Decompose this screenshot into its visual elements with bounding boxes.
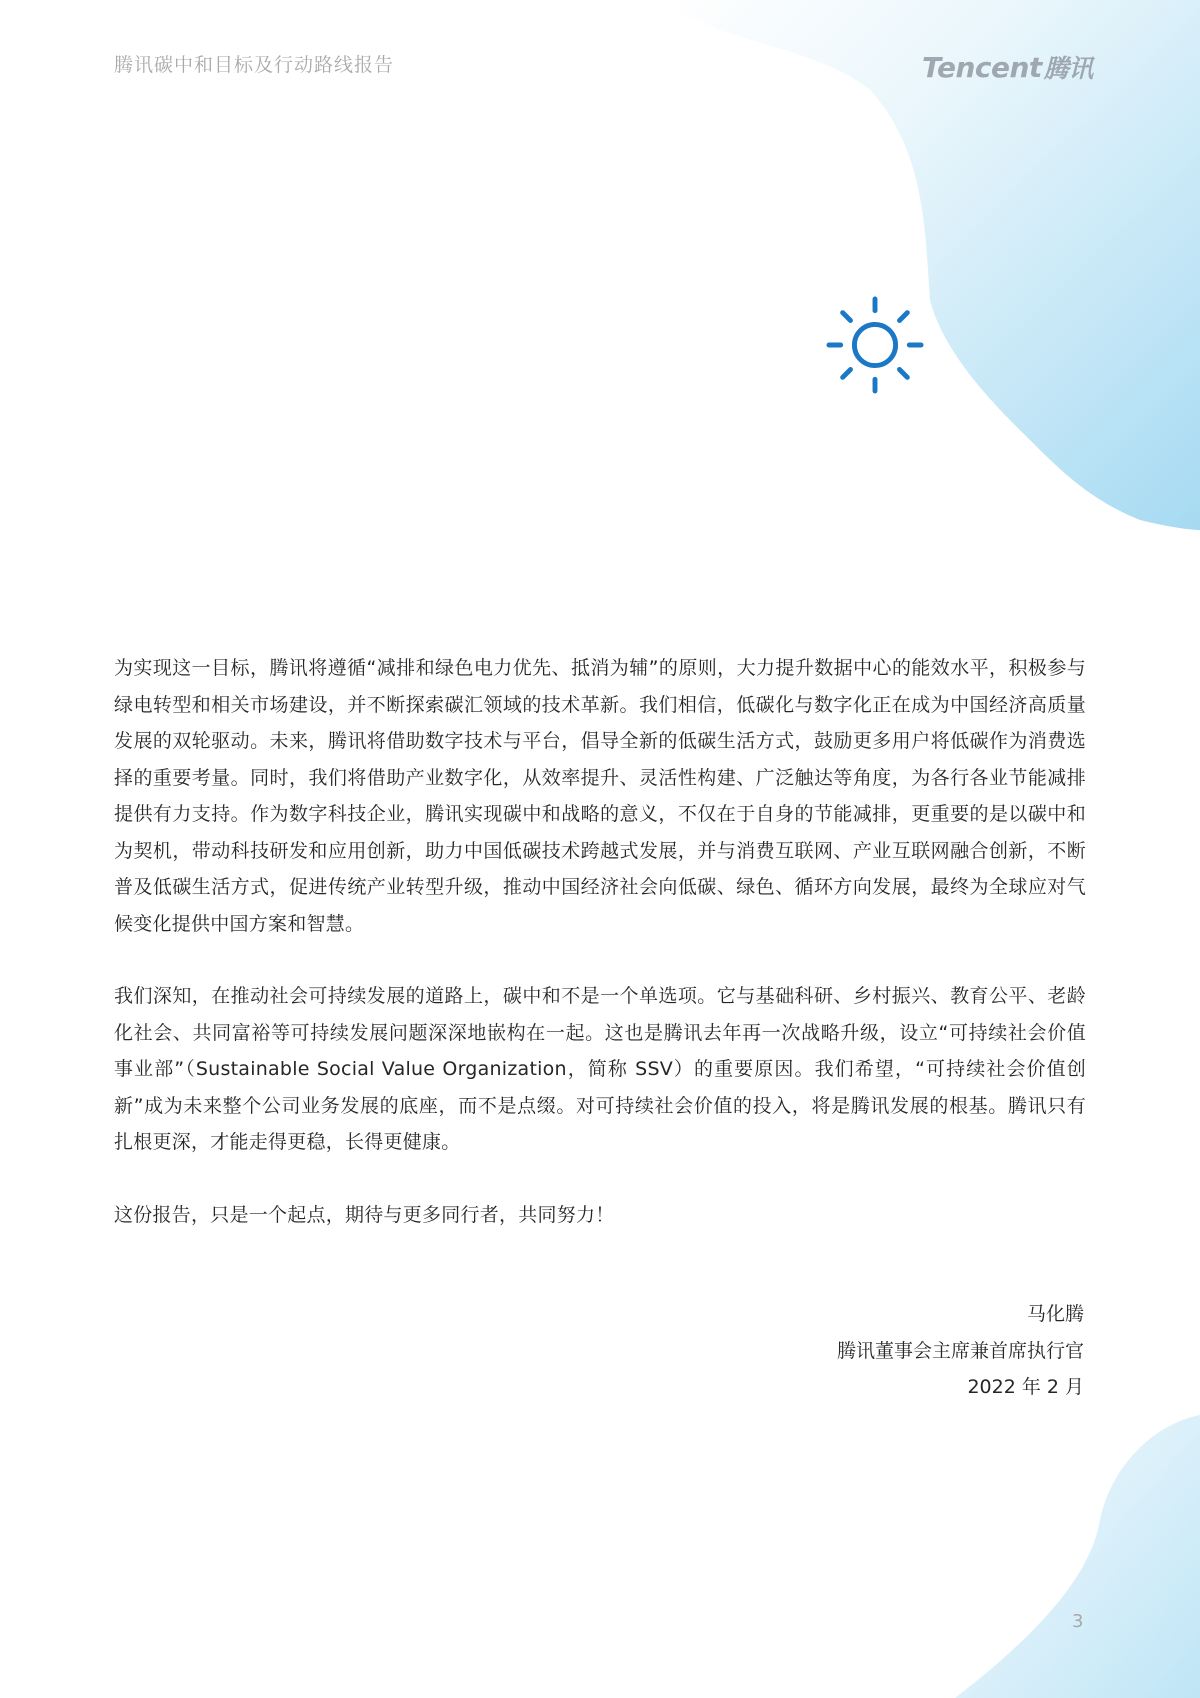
- paragraph: 为实现这一目标，腾讯将遵循“减排和绿色电力优先、抵消为辅”的原则，大力提升数据中心的能效水平，积极参与绿电转型和相关市场建设，并不断探索碳汇领域的技术革新。我们相信，低碳化与数字化正在成为中国经济高质量发展的双轮驱动。未来，腾讯将借助数字技术与平台，倡导全新的低碳生活方式，鼓励更多用户将低碳作为消费选择的重要考量。同时，我们将借助产业数字化，从效率提升、灵活性构建、广泛触达等角度，为各行各业节能减排提供有力支持。作为数字科技企业，腾讯实现碳中和战略的意义，不仅在于自身的节能减排，更重要的是以碳中和为契机，带动科技研发和应用创新，助力中国低碳技术跨越式发展，并与消费互联网、产业互联网融合创新，不断普及低碳生活方式，促进传统产业转型升级，推动中国经济社会向低碳、绿色、循环方向发展，最终为全球应对气候变化提供中国方案和智慧。: [114, 657, 1086, 935]
- logo-cn: 腾讯: [1043, 54, 1093, 83]
- logo-en: Tencent: [922, 51, 1042, 84]
- signatory-name: 马化腾: [1026, 1303, 1084, 1325]
- signatory-title: 腾讯董事会主席兼首席执行官: [836, 1339, 1084, 1362]
- signature-block: [837, 1296, 1084, 1406]
- report-title: 腾讯碳中和目标及行动路线报告: [114, 54, 395, 76]
- paragraph: 我们深知，在推动社会可持续发展的道路上，碳中和不是一个单选项。它与基础科研、乡村振兴、教育公平、老龄化社会、共同富裕等可持续发展问题深深地嵌构在一起。这也是腾讯去年再一次战略升级，设立“可持续社会价值事业部”（Sustainable Social Value Organization，简称 SSV）的重要原因。我们希望，“可持续社会价值创新”成为未来整个公司业务发展的底座，而不是点缀。对可持续社会价值的投入，将是腾讯发展的根基。腾讯只有扎根更深，才能走得更稳，长得更健康。: [114, 985, 1086, 1153]
- letter-body: [114, 650, 1086, 1269]
- signature-date: 2022 年 2 月: [967, 1376, 1084, 1398]
- tencent-logo: [922, 49, 1093, 85]
- page-number: 3: [1072, 1611, 1084, 1632]
- sun-icon: [826, 296, 924, 394]
- paragraph: 这份报告，只是一个起点，期待与更多同行者，共同努力！: [114, 1203, 615, 1226]
- bottom-right-blob: [955, 1415, 1200, 1698]
